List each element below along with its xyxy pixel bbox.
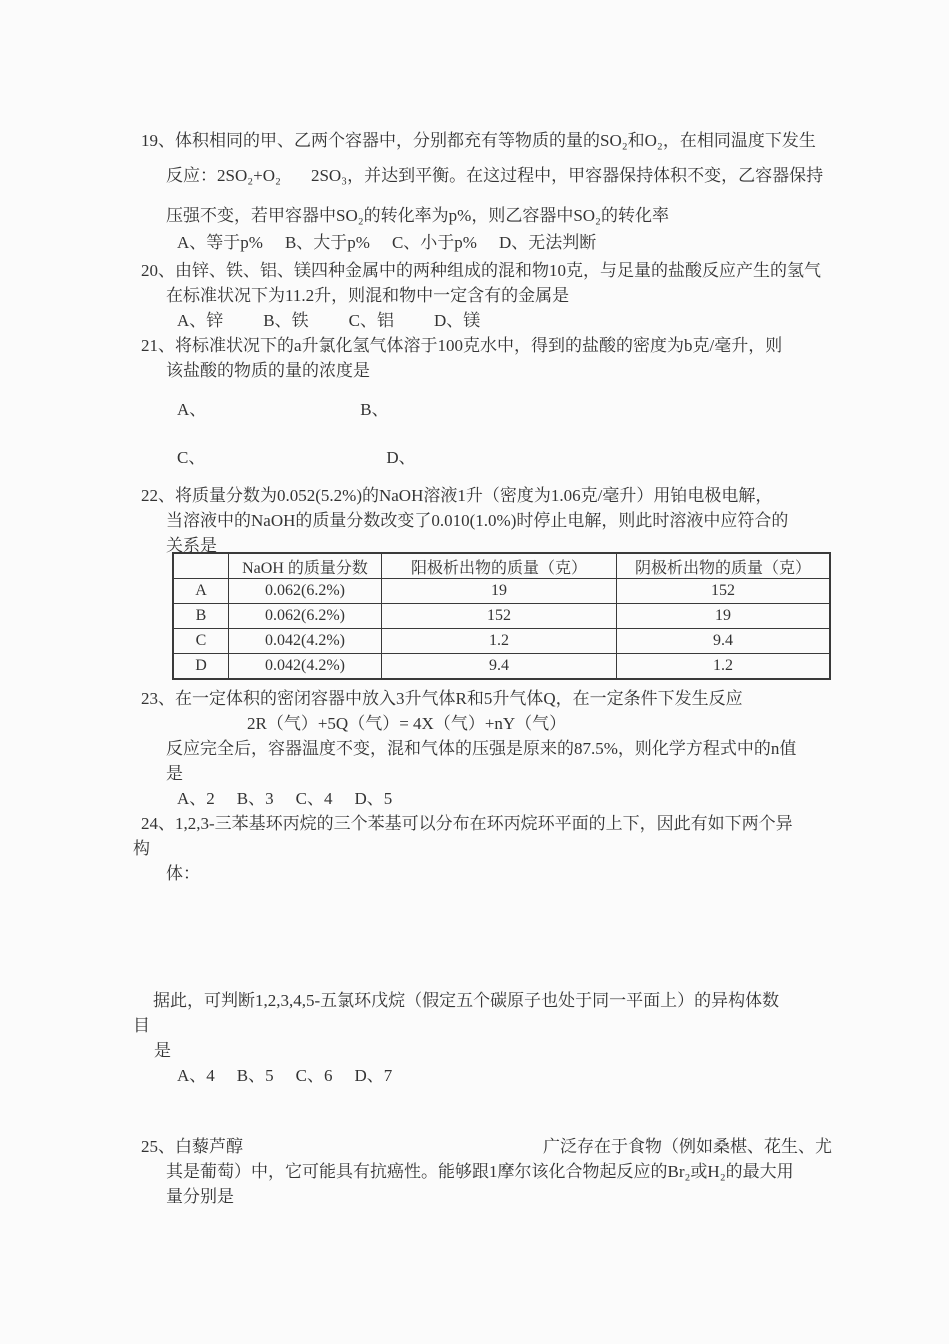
q19-option-c: C、小于p% <box>391 233 477 252</box>
q25-line-2: 其是葡萄）中，它可能具有抗癌性。能够跟1摩尔该化合物起反应的Br₂或H₂的最大用 <box>166 1162 794 1181</box>
q23-line-1: 23、在一定体积的密闭容器中放入3升气体R和5升气体Q，在一定条件下发生反应 <box>141 689 743 708</box>
q23-line-3: 反应完全后，容器温度不变，混和气体的压强是原来的87.5%，则化学方程式中的n值 <box>166 739 797 758</box>
table-cell: 19 <box>617 604 831 629</box>
q20-line-2: 在标准状况下为11.2升，则混和物中一定含有的金属是 <box>166 286 570 305</box>
table-cell: 0.042(4.2%) <box>229 654 382 680</box>
question-20 <box>141 258 849 333</box>
table-cell: C <box>173 629 229 654</box>
q21-option-d: D、 <box>386 448 416 467</box>
table-header-cell: 阳极析出物的质量（克） <box>382 553 617 579</box>
q23-option-c: C、4 <box>295 789 333 808</box>
q23-option-b: B、3 <box>236 789 274 808</box>
q21-option-a: A、 <box>177 400 207 419</box>
table-header-cell: NaOH 的质量分数 <box>229 553 382 579</box>
q21-options-row-1 <box>177 397 849 422</box>
question-21 <box>141 333 849 470</box>
q25-line-3: 量分别是 <box>166 1187 234 1206</box>
q24-option-c: C、6 <box>295 1066 333 1085</box>
q25-line-1 <box>141 1134 849 1159</box>
q25-line-1-right: 广泛存在于食物（例如桑椹、花生、尤 <box>543 1137 832 1156</box>
table-cell: 9.4 <box>382 654 617 680</box>
q20-option-b: B、铁 <box>263 311 309 330</box>
q24-option-a: A、4 <box>177 1066 215 1085</box>
q23-line-4: 是 <box>166 764 183 783</box>
q23-option-a: A、2 <box>177 789 215 808</box>
q22-line-1: 22、将质量分数为0.052(5.2%)的NaOH溶液1升（密度为1.06克/毫升）用铂电极电解， <box>141 486 773 505</box>
q19-equation-right: 2SO₃，并达到平衡。在这过程中，甲容器保持体积不变，乙容器保持 <box>310 166 824 185</box>
q21-line-1: 21、将标准状况下的a升氯化氢气体溶于100克水中，得到的盐酸的密度为b克/毫升，则 <box>141 336 783 355</box>
table-row <box>173 579 830 604</box>
q20-line-1: 20、由锌、铁、铝、镁四种金属中的两种组成的混和物10克，与足量的盐酸反应产生的氢气 <box>141 261 821 280</box>
question-24 <box>133 811 849 1088</box>
table-cell: 1.2 <box>617 654 831 680</box>
question-23 <box>141 686 849 811</box>
q24-line-4: 据此，可判断1,2,3,4,5-五氯环戊烷（假定五个碳原子也处于同一平面上）的异构体数 <box>153 991 780 1010</box>
table-cell: B <box>173 604 229 629</box>
table-cell: 19 <box>382 579 617 604</box>
table-header-cell: 阴极析出物的质量（克） <box>617 553 831 579</box>
question-25 <box>141 1134 849 1209</box>
q19-equation-line <box>166 163 849 188</box>
q19-option-d: D、无法判断 <box>498 233 597 252</box>
q19-line-1: 19、体积相同的甲、乙两个容器中，分别都充有等物质的量的SO₂和O₂，在相同温度下发生 <box>141 131 816 150</box>
table-cell: 9.4 <box>617 629 831 654</box>
table-header-row <box>173 553 830 579</box>
table-cell: D <box>173 654 229 680</box>
q23-options <box>177 786 849 811</box>
q24-line-6: 是 <box>154 1041 171 1060</box>
q19-options <box>177 230 849 255</box>
q24-option-b: B、5 <box>236 1066 274 1085</box>
table-cell: 1.2 <box>382 629 617 654</box>
question-19 <box>141 128 849 255</box>
table-row <box>173 629 830 654</box>
q21-options-row-2 <box>177 445 849 470</box>
q24-options <box>177 1063 849 1088</box>
q20-option-d: D、镁 <box>433 311 481 330</box>
isomer-structures-blank-area <box>141 886 849 988</box>
table-cell: 0.062(6.2%) <box>229 579 382 604</box>
q21-option-c: C、 <box>177 448 206 467</box>
table-cell: 152 <box>382 604 617 629</box>
table-row <box>173 604 830 629</box>
q23-option-d: D、5 <box>354 789 393 808</box>
q20-option-c: C、铝 <box>348 311 394 330</box>
table-row <box>173 654 830 680</box>
q24-line-1: 24、1,2,3-三苯基环丙烷的三个苯基可以分布在环丙烷环平面的上下，因此有如下两个异 <box>141 814 793 833</box>
q19-option-a: A、等于p% <box>177 233 263 252</box>
q24-option-d: D、7 <box>354 1066 393 1085</box>
q22-line-3: 关系是 <box>166 536 217 555</box>
q23-equation: 2R（气）+5Q（气）= 4X（气）+nY（气） <box>247 714 567 733</box>
q21-option-b: B、 <box>360 400 389 419</box>
q24-line-5: 目 <box>133 1016 150 1035</box>
q20-options <box>177 308 849 333</box>
q24-line-3: 体： <box>166 864 200 883</box>
q21-line-2: 该盐酸的物质的量的浓度是 <box>166 361 370 380</box>
table-cell: 152 <box>617 579 831 604</box>
table-cell: 0.062(6.2%) <box>229 604 382 629</box>
q19-equation-left: 反应：2SO₂+O₂ <box>166 166 281 185</box>
q20-option-a: A、锌 <box>177 311 224 330</box>
q22-answer-table <box>172 552 831 680</box>
q19-line-3: 压强不变，若甲容器中SO₂的转化率为p%，则乙容器中SO₂的转化率 <box>166 206 669 225</box>
table-cell: 0.042(4.2%) <box>229 629 382 654</box>
q22-line-2: 当溶液中的NaOH的质量分数改变了0.010(1.0%)时停止电解，则此时溶液中应符合的 <box>166 511 789 530</box>
q24-line-2: 构 <box>133 839 150 858</box>
table-cell: A <box>173 579 229 604</box>
question-22 <box>141 483 849 680</box>
q19-option-b: B、大于p% <box>284 233 370 252</box>
q25-line-1-left: 25、白藜芦醇 <box>141 1137 243 1156</box>
